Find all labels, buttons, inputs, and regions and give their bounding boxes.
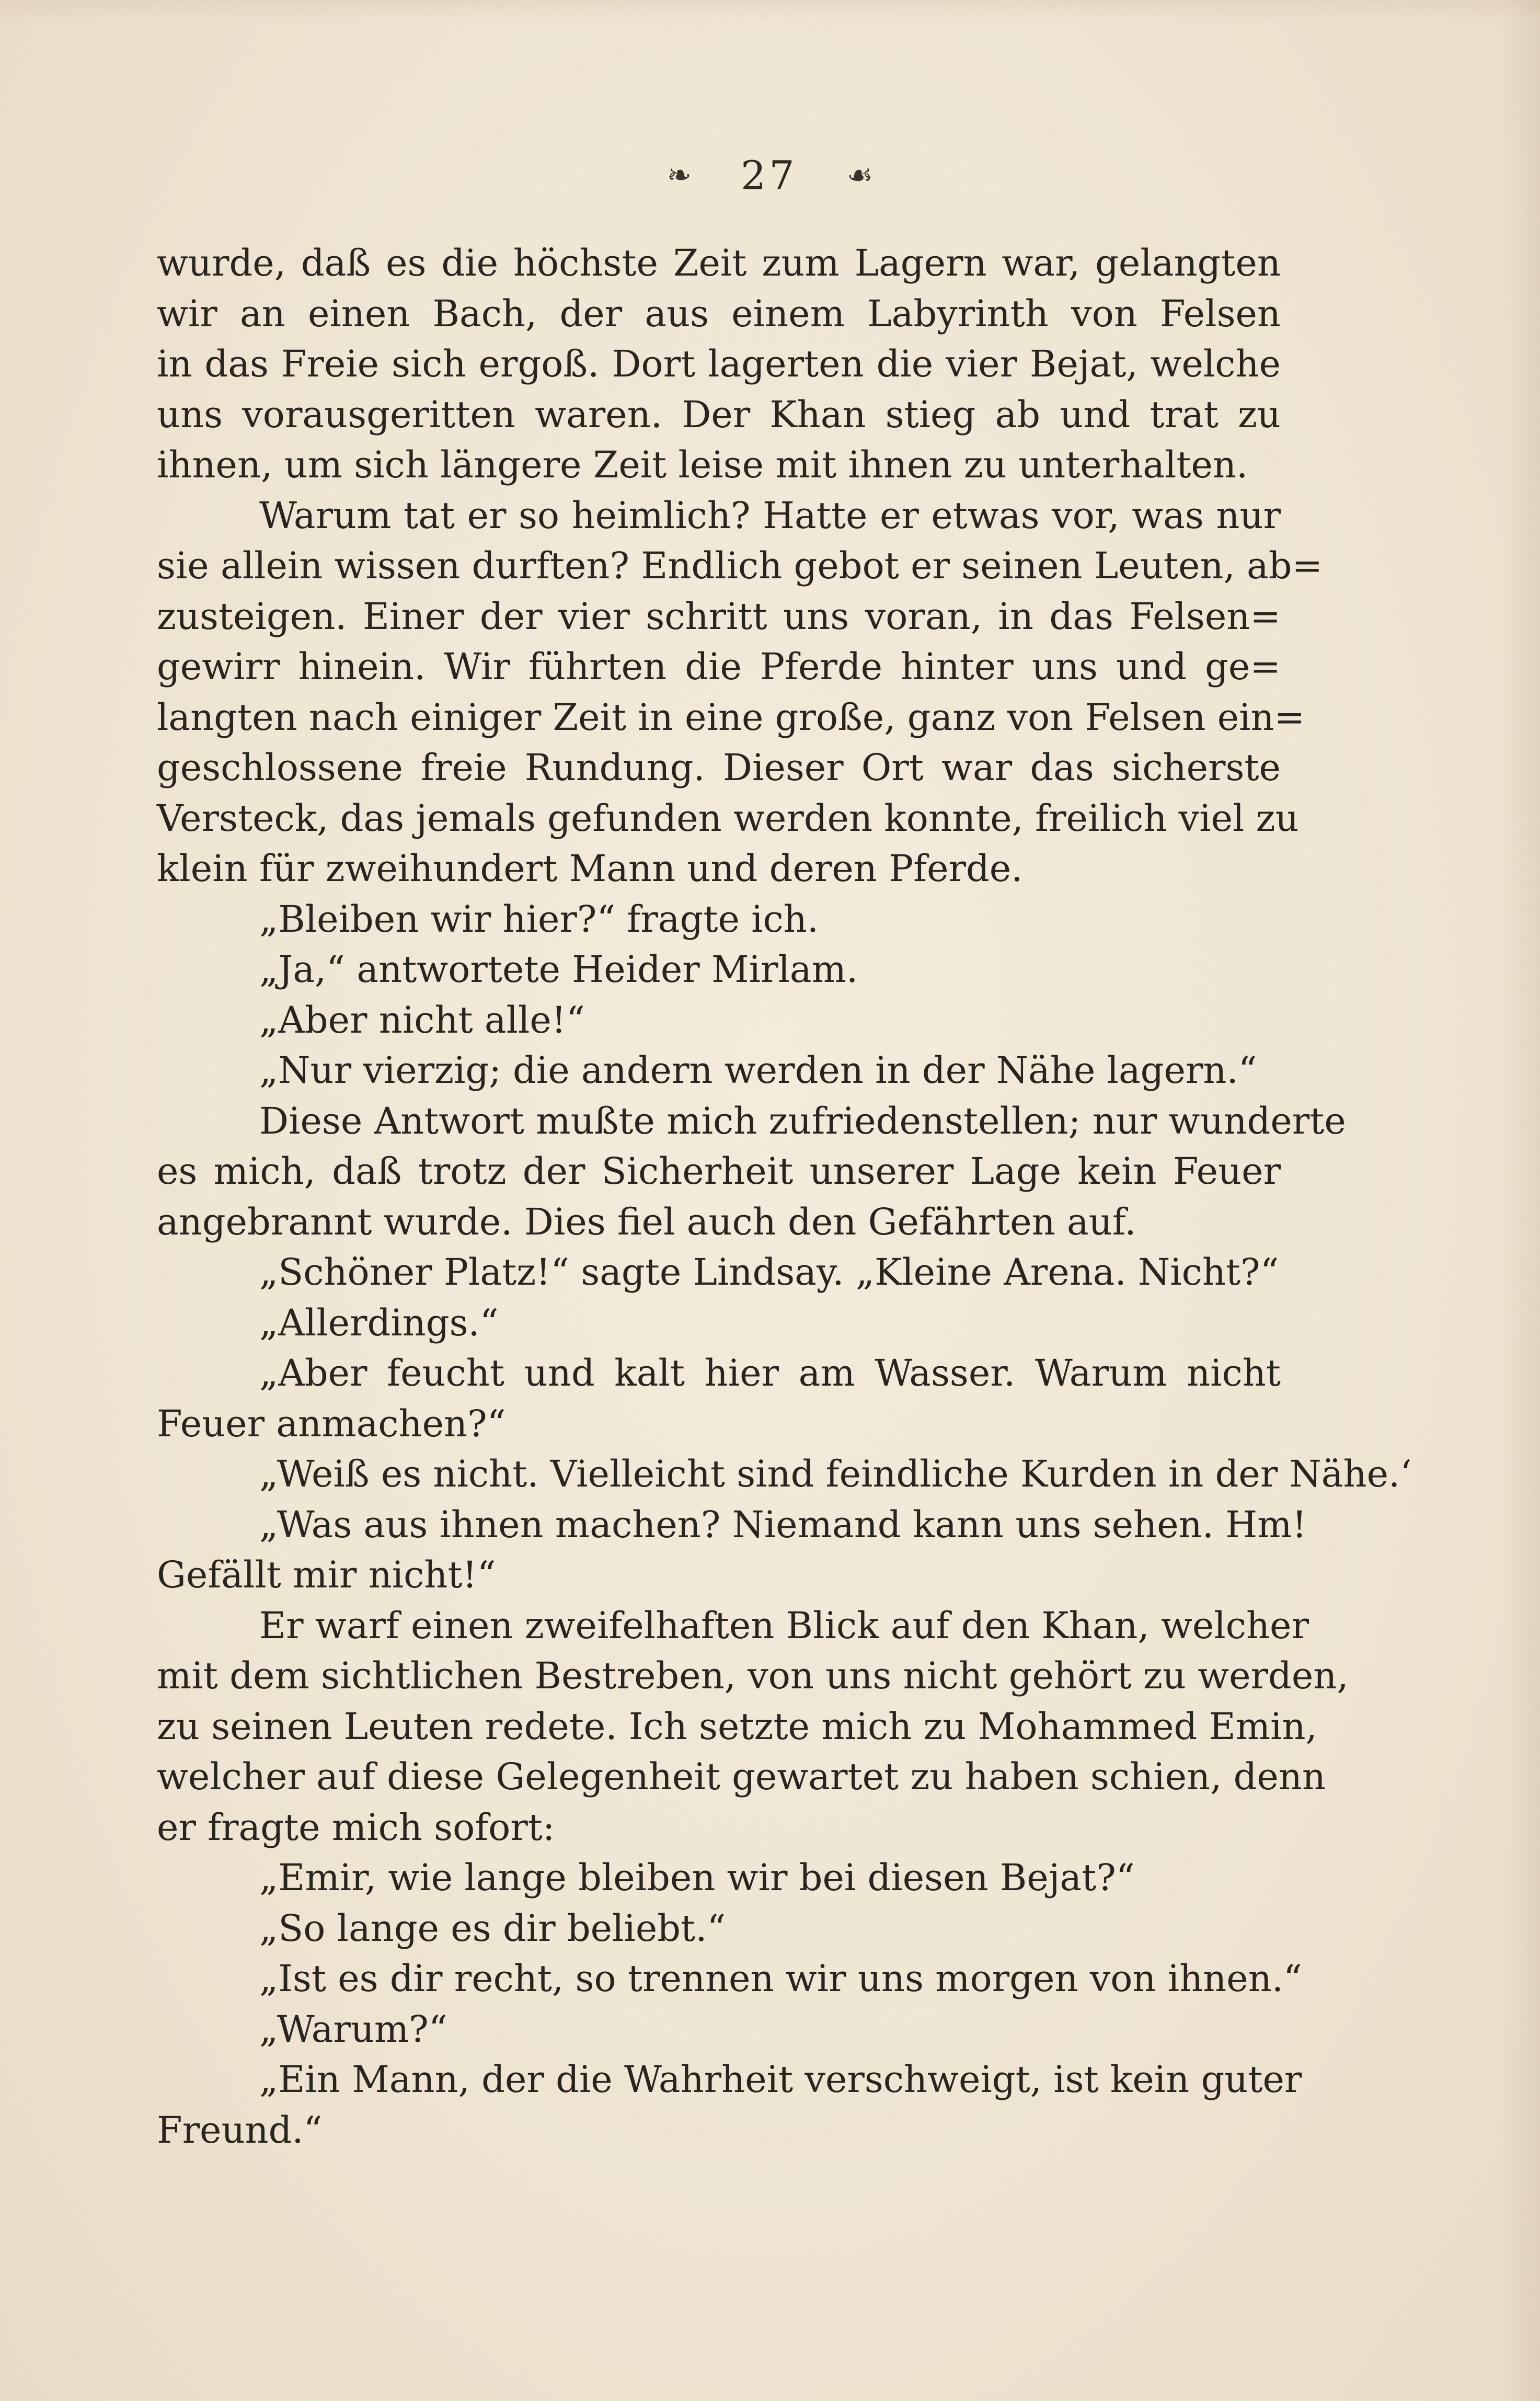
text-line: zu seinen Leuten redete. Ich setzte mich zu Mohammed Emin, bbox=[157, 1705, 1317, 1748]
text-line: „Nur vierzig; die andern werden in der Nähe lagern.“ bbox=[259, 1049, 1257, 1092]
text-line: „Weiß es nicht. Vielleicht sind feindliche Kurden in der Nähe.‘ bbox=[259, 1453, 1412, 1495]
text-line: zusteigen. Einer der vier schritt uns voran, in das Felsen= bbox=[157, 594, 1281, 638]
text-line: er fragte mich sofort: bbox=[157, 1805, 555, 1849]
text-line: „Aber nicht alle!“ bbox=[259, 998, 585, 1042]
text-line: mit dem sichtlichen Bestreben, von uns nicht gehört zu werden, bbox=[157, 1654, 1349, 1697]
text-line: uns vorausgeritten waren. Der Khan stieg ab und trat zu bbox=[157, 393, 1281, 436]
text-line: „Bleiben wir hier?“ fragte ich. bbox=[259, 897, 819, 941]
text-line: „Schöner Platz!“ sagte Lindsay. „Kleine Arena. Nicht?“ bbox=[259, 1251, 1279, 1294]
text-line: Versteck, das jemals gefunden werden konnte, freilich viel zu bbox=[157, 796, 1299, 840]
text-line: welcher auf diese Gelegenheit gewartet zu haben schien, denn bbox=[157, 1755, 1326, 1798]
text-line: in das Freie sich ergoß. Dort lagerten die vier Bejat, welche bbox=[157, 342, 1281, 385]
page-top-edge bbox=[0, 0, 1540, 21]
page-number: 27 bbox=[741, 152, 798, 199]
page-header bbox=[0, 141, 1540, 204]
text-line: Feuer anmachen?“ bbox=[157, 1402, 506, 1445]
text-line: ihnen, um sich längere Zeit leise mit ihnen zu unterhalten. bbox=[157, 443, 1248, 486]
text-line: „Aber feucht und kalt hier am Wasser. Warum nicht bbox=[259, 1352, 1281, 1394]
text-line: gewirr hinein. Wir führten die Pferde hinter uns und ge= bbox=[157, 645, 1281, 688]
text-line: Freund.“ bbox=[157, 2108, 323, 2152]
left-ornament-icon: ❧ bbox=[666, 158, 692, 192]
text-line: Diese Antwort mußte mich zufriedenstellen; nur wunderte bbox=[259, 1099, 1346, 1142]
text-line: langten nach einiger Zeit in eine große, ganz von Felsen ein= bbox=[157, 695, 1305, 739]
text-line: es mich, daß trotz der Sicherheit unserer Lage kein Feuer bbox=[157, 1150, 1281, 1193]
text-line: „Ja,“ antwortete Heider Mirlam. bbox=[259, 948, 858, 991]
text-line: wurde, daß es die höchste Zeit zum Lagern war, gelangten bbox=[157, 242, 1281, 284]
text-line: Warum tat er so heimlich? Hatte er etwas vor, was nur bbox=[259, 494, 1281, 537]
text-line: sie allein wissen durften? Endlich gebot er seinen Leuten, ab= bbox=[157, 544, 1323, 587]
right-ornament-icon: ☙ bbox=[846, 158, 874, 192]
text-line: „Ist es dir recht, so trennen wir uns morgen von ihnen.“ bbox=[259, 1957, 1302, 2000]
text-line: Gefällt mir nicht!“ bbox=[157, 1553, 496, 1596]
text-line: „So lange es dir beliebt.“ bbox=[259, 1906, 726, 1950]
text-line: geschlossene freie Rundung. Dieser Ort war das sicherste bbox=[157, 746, 1281, 789]
text-line: „Was aus ihnen machen? Niemand kann uns sehen. Hm! bbox=[259, 1503, 1307, 1546]
text-line: „Warum?“ bbox=[259, 2007, 447, 2051]
text-line: „Ein Mann, der die Wahrheit verschweigt, ist kein guter bbox=[259, 2058, 1302, 2101]
page-fold-shadow bbox=[1503, 0, 1540, 2401]
text-line: Er warf einen zweifelhaften Blick auf den Khan, welcher bbox=[259, 1604, 1309, 1647]
text-line: „Emir, wie lange bleiben wir bei diesen Bejat?“ bbox=[259, 1856, 1135, 1899]
text-line: wir an einen Bach, der aus einem Labyrinth von Felsen bbox=[157, 292, 1281, 335]
text-line: angebrannt wurde. Dies fiel auch den Gefährten auf. bbox=[157, 1200, 1136, 1243]
body-text bbox=[157, 238, 1412, 2155]
text-line: klein für zweihundert Mann und deren Pferde. bbox=[157, 847, 1023, 890]
text-line: „Allerdings.“ bbox=[259, 1301, 499, 1344]
